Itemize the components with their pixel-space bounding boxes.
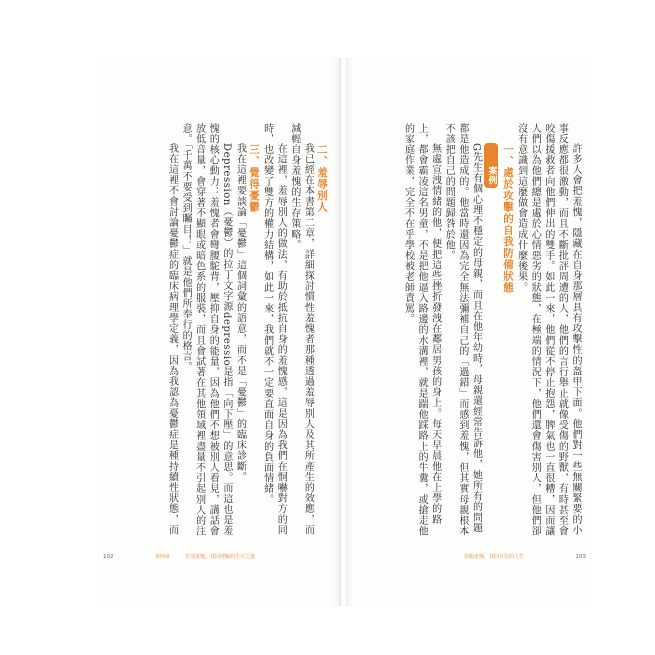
paragraph: 我在這裡要談論「憂鬱」這個詞彙的語意，而不是「憂鬱」的臨床診斷。 <box>234 143 246 483</box>
left-page <box>97 58 341 606</box>
right-page <box>346 58 592 606</box>
section-heading-defense: 一、處於攻擊的自我防備狀態 <box>502 144 515 294</box>
paragraph: 我已經在本書第二章，詳細探討慣性羞愧者那種透過羞辱別人及其所產生的效應，而減輕自身羞愧的生存策略。 <box>288 123 314 536</box>
section-heading-humiliate: 二、羞辱別人 <box>316 144 328 213</box>
paragraph: 我在這裡不會討論憂鬱症的臨床病理學定義，因為我認為憂鬱症是種持續性狀態，而 <box>166 143 178 536</box>
book-spread <box>97 58 592 606</box>
right-page-body <box>357 123 582 543</box>
running-title: 征服羞愧，找回自信的人生 <box>464 554 525 560</box>
case-tag-row <box>482 123 500 543</box>
paragraph: Depression（憂鬱）的拉丁文字源depressio是指「向下壓」的意思。而這也是羞愧的核心動力：羞愧者會彎腰駝背，壓抑自身的能量，因為他們不想被別人看見，講話會放低音量，會穿著不顯眼或暗色系的服裝，而且會試著在其他領域裡盡量不引起別人的注意。「千萬不要受到矚目！」就是他們所奉行的格言。 <box>180 123 232 537</box>
paragraph: 無處宣洩情緒的他，便把這些挫折發洩在鄰居男孩的身上。每天早晨他在上學的路上，都會霸凌這名男童，不是把他逼入路邊的水溝裡，就是踹他踩路上的牛糞，或搶走他的家庭作業，完全不在乎學校被老師責罵。 <box>402 123 441 537</box>
paragraph: 許多人會把羞愧，隱藏在自身那層具有攻擊性的盔甲下面。他們對一些無關緊要的小事反應都很激動，而且不斷批評周遭的人，他們的言行舉止就像受傷的野獸，有時甚至會咬傷援救者向他們伸出的雙手。如此一來，他們從不停止抱怨，脾氣也一直很糟，因而讓人們以為他們總是處於心情惡劣的狀態，在極端的情況下，他們還會傷害別人，但他們卻沒有意識到這麼做會造成什麼後果。 <box>515 123 581 537</box>
paragraph: 在這裡，羞辱別人的做法，有助於抵抗自身的羞愧感，這是因為我們在恫嚇對方的同時，也改變了雙方的權力結構，如此一來，我們就不一定要直面自身的負面情緒。 <box>261 123 287 536</box>
section-heading-depressed: 三、覺得憂鬱 <box>248 144 261 213</box>
case-tag: 案例 <box>484 143 498 188</box>
chapter-label: 第四章 <box>155 554 171 560</box>
paragraph: G先生有個心理不穩定的母親，而且在他年幼時，母親還經常告訴他，她所有的問題都是他造成的。他當時還因為完全無法彌補自己的「過錯」而感到羞愧，但其實母親根本不該把自己的問題歸咎於他。 <box>443 123 482 537</box>
page-number: 102 <box>103 554 114 560</box>
left-page-body <box>113 123 328 543</box>
page-number: 103 <box>575 554 586 560</box>
running-title: 告別羞愧，找回理解的生存之道 <box>185 554 256 560</box>
